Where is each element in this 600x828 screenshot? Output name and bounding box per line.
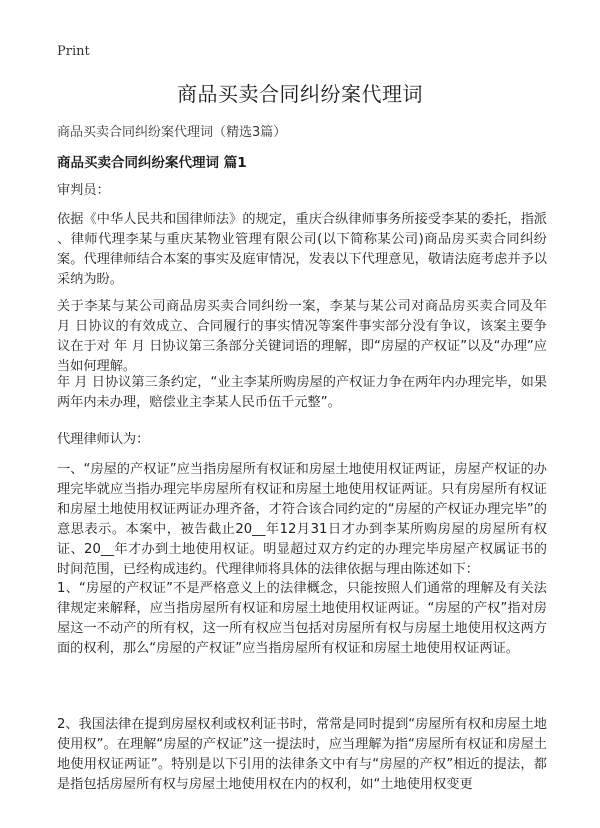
paragraph-point-one-2: 2、我国法律在提到房屋权利或权利证书时，常常是同时提到“房屋所有权和房屋土地使用权”。在理解“房屋的产权证”这一提法时，应当理解为指“房屋所有权证和房屋土地使用权证两证”。特别是以下引用的法律条文中有与“房屋的产权”相近的提法，都是指包括房屋所有权与房屋土地使用权在内的权利，如“土地使用权变更 bbox=[57, 717, 547, 792]
document-subtitle: 商品买卖合同纠纷案代理词（精选3篇） bbox=[57, 125, 287, 140]
paragraph-lawyer-opinion: 代理律师认为： bbox=[57, 432, 150, 447]
print-link[interactable]: Print bbox=[57, 44, 90, 59]
paragraph-dispute: 关于李某与某公司商品房买卖合同纠纷一案，李某与某公司对商品房买卖合同及年 月 日协议的有效成立、合同履行的事实情况等案件事实部分没有争议，该案主要争议在于对 年 月 日协议第三条部分关键词语的理解，即“房屋的产权证”以及“办理”应当如何理解。 bbox=[57, 299, 547, 374]
paragraph-salutation: 审判员： bbox=[57, 183, 110, 198]
paragraph-agreement-clause: 年 月 日协议第三条约定，“业主李某所购房屋的产权证力争在两年内办理完毕，如果两年内未办理，赔偿业主李某人民币伍千元整”。 bbox=[57, 375, 547, 410]
paragraph-intro: 依据《中华人民共和国律师法》的规定，重庆合纵律师事务所接受李某的委托，指派 、律师代理李某与重庆某物业管理有限公司(以下简称某公司)商品房买卖合同纠纷案。代理律师结合本案的事实及庭审情况，发表以下代理意见，敬请法庭考虑并予以采纳为盼。 bbox=[57, 212, 547, 287]
paragraph-point-one-1: 1、“房屋的产权证”不是严格意义上的法律概念，只能按照人们通常的理解及有关法律规定来解释，应当指房屋所有权证和房屋土地使用权证两证。“房屋的产权”指对房屋这一不动产的所有权，这一所有权应当包括对房屋所有权与房屋土地使用权这两方面的权利，那么“房屋的产权证”应当指房屋所有权证和房屋土地使用权证两证。 bbox=[57, 581, 547, 656]
document-title: 商品买卖合同纠纷案代理词 bbox=[177, 82, 423, 106]
section-heading: 商品买卖合同纠纷案代理词 篇1 bbox=[57, 155, 247, 171]
paragraph-point-one: 一、“房屋的产权证”应当指房屋所有权证和房屋土地使用权证两证，房屋产权证的办理完毕就应当指办理完毕房屋所有权证和房屋土地使用权证两证。只有房屋所有权证和房屋土地使用权证两证办理齐备，才符合该合同约定的“房屋的产权证办理完毕”的意思表示。本案中，被告截止20__年12月31日才办到李某所购房屋的房屋所有权证、20__年才办到土地使用权证。明显超过双方约定的办理完毕房屋产权属证书的时间范围，已经构成违约。代理律师将具体的法律依据与理由陈述如下： bbox=[57, 462, 547, 577]
